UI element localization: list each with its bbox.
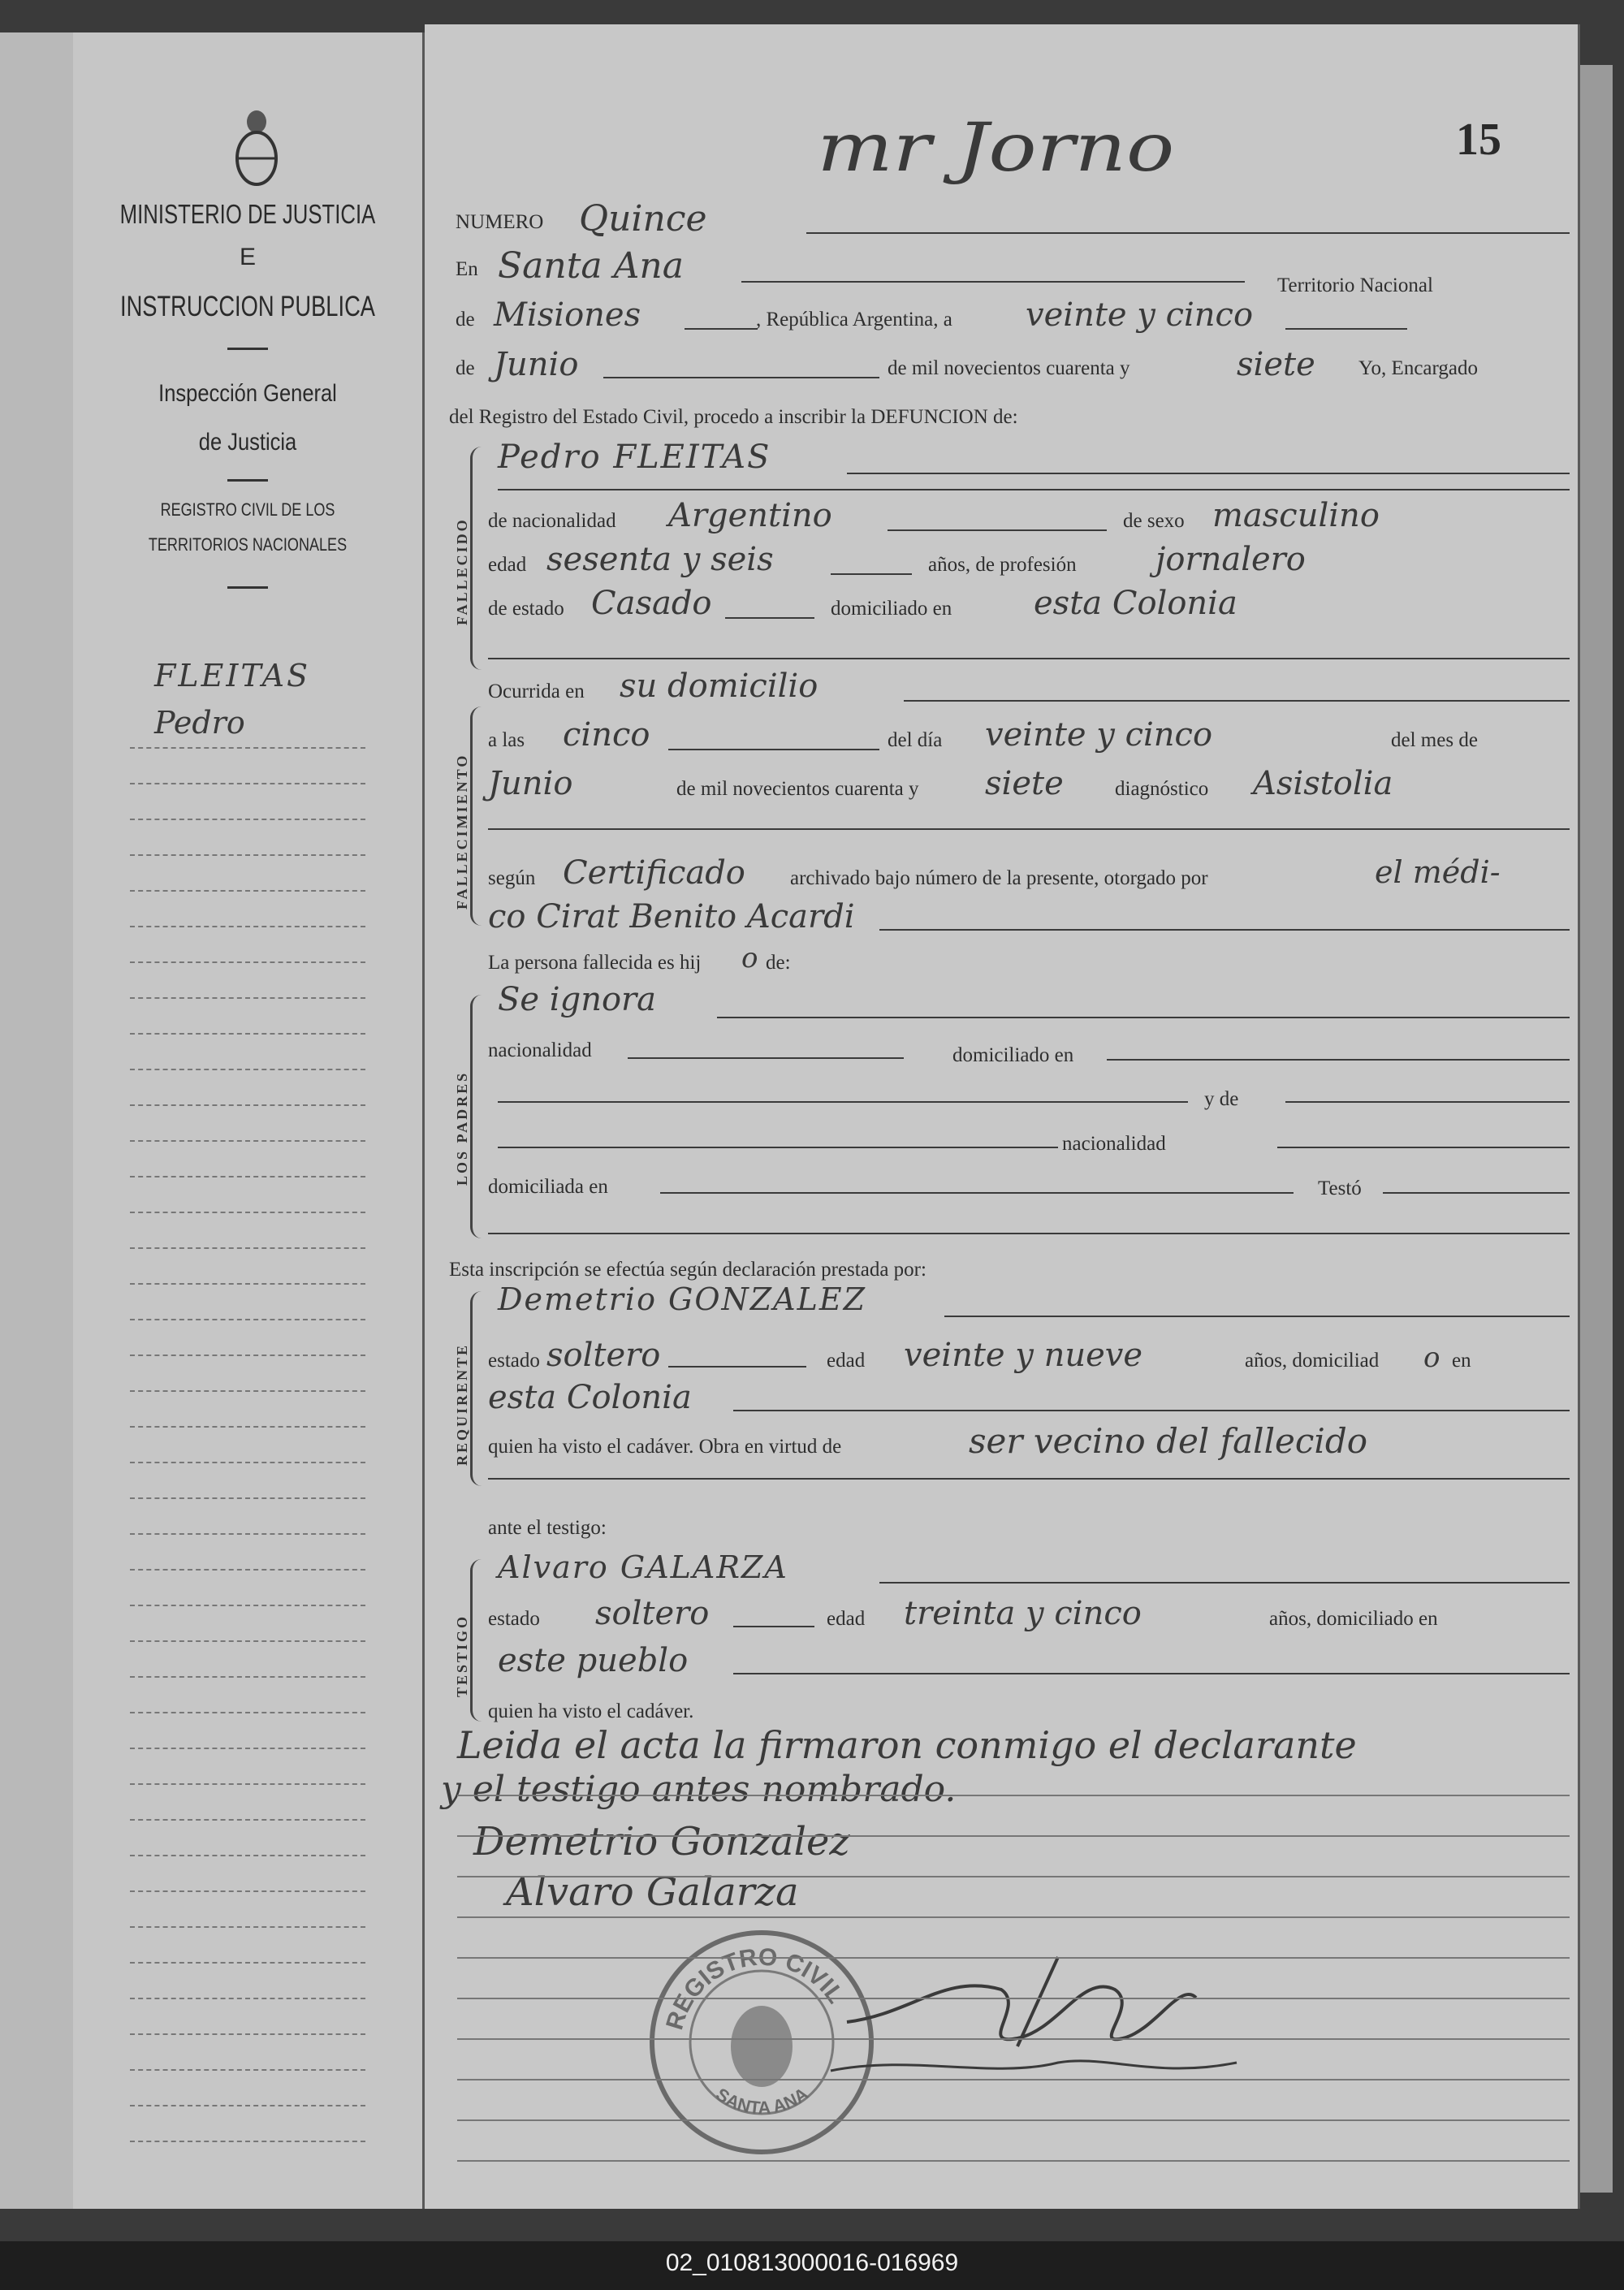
a-las-label: a las xyxy=(488,729,525,751)
form-ruled-line xyxy=(457,2119,1570,2121)
nacionalidad-label: nacionalidad xyxy=(488,1039,592,1061)
edad-label: edad xyxy=(827,1608,866,1630)
top-scrawl: mr Jorno xyxy=(817,110,1175,187)
numero-value: Quince xyxy=(579,198,707,240)
signature-declarant: Demetrio Gonzalez xyxy=(473,1819,850,1864)
domicilio-value: esta Colonia xyxy=(1034,585,1237,622)
registry-line-2: TERRITORIOS NACIONALES xyxy=(148,534,348,555)
form-ruled-line xyxy=(457,2160,1570,2162)
stub-ruled-line xyxy=(130,1497,365,1499)
image-id-caption: 02_010813000016-016969 xyxy=(665,2249,959,2276)
stub-ruled-line xyxy=(130,1462,365,1463)
margin-surname: FLEITAS xyxy=(154,658,311,693)
form-ruled-line xyxy=(457,2038,1570,2040)
domiciliada-label: domiciliada en xyxy=(488,1176,608,1198)
stub-ruled-line xyxy=(130,1605,365,1606)
numero-label: NUMERO xyxy=(456,211,544,233)
stub-ruled-line xyxy=(130,926,365,927)
estado-value: soltero xyxy=(546,1337,661,1374)
edad-value: veinte y nueve xyxy=(904,1337,1143,1374)
stub-ruled-line xyxy=(130,890,365,892)
stub-ruled-line xyxy=(130,1355,365,1356)
virtud-value: ser vecino del fallecido xyxy=(969,1421,1368,1461)
visto-label: quien ha visto el cadáver. Obra en virtud de xyxy=(488,1436,842,1458)
domicilio-value: esta Colonia xyxy=(488,1379,692,1416)
stub-ruled-line xyxy=(130,1533,365,1535)
closing-line-2: y el testigo antes nombrado. xyxy=(441,1769,957,1810)
requirente-section-label: REQUIRENTE xyxy=(454,1342,470,1466)
deceased-name: Pedro FLEITAS xyxy=(498,439,771,476)
en-label: En xyxy=(456,258,478,280)
form-ruled-line xyxy=(457,1795,1570,1796)
testo-label: Testó xyxy=(1318,1177,1362,1199)
requirente-name: Demetrio GONZALEZ xyxy=(498,1281,867,1317)
stub-ruled-line xyxy=(130,1426,365,1428)
territorio-label: Territorio Nacional xyxy=(1277,274,1433,296)
edad-label: edad xyxy=(488,554,527,576)
rule xyxy=(831,573,912,575)
stub-ruled-line xyxy=(130,1640,365,1642)
stub-ruled-line xyxy=(130,1926,365,1928)
stub-ruled-line xyxy=(130,1247,365,1249)
profesion-value: jornalero xyxy=(1155,541,1306,578)
rule xyxy=(488,1478,1570,1480)
rule xyxy=(498,489,1570,490)
domiciliado-label: domiciliado en xyxy=(831,598,952,620)
form-ruled-line xyxy=(457,1957,1570,1959)
section-brace xyxy=(470,1559,484,1722)
year-value: siete xyxy=(1237,346,1315,383)
stub-ruled-line xyxy=(130,1104,365,1106)
registro-label: del Registro del Estado Civil, procedo a inscribir la DEFUNCION de: xyxy=(449,406,1018,428)
section-brace xyxy=(470,1291,484,1486)
stub-ruled-line xyxy=(130,783,365,784)
rule xyxy=(488,828,1570,830)
stub-ruled-line xyxy=(130,1783,365,1785)
stub-ruled-line xyxy=(130,1569,365,1571)
rule xyxy=(1285,1101,1570,1103)
segun-label: según xyxy=(488,867,536,889)
stub-ruled-line xyxy=(130,1712,365,1713)
rule xyxy=(488,658,1570,659)
page-number: 15 xyxy=(1456,114,1501,165)
form-ruled-line xyxy=(457,1835,1570,1837)
testigo-section-label: TESTIGO xyxy=(454,1614,470,1697)
stub-ruled-line xyxy=(130,1033,365,1035)
ministry-line-3: INSTRUCCION PUBLICA xyxy=(120,291,375,322)
stub-ruled-line xyxy=(130,997,365,999)
stub-ruled-line xyxy=(130,2033,365,2035)
edad-label: edad xyxy=(827,1350,866,1372)
rule xyxy=(1277,1147,1570,1148)
rule xyxy=(498,1147,1058,1148)
rule xyxy=(725,617,814,619)
stub-ruled-line xyxy=(130,1390,365,1392)
otorgado-value-line-1: el médi- xyxy=(1375,854,1501,890)
otorgado-value-line-2: co Cirat Benito Acardi xyxy=(488,898,855,935)
stub-ruled-line xyxy=(130,1319,365,1320)
anos-profesion-label: años, de profesión xyxy=(928,554,1077,576)
inspection-line-1: Inspección General xyxy=(158,380,337,407)
month-prefix: de xyxy=(456,357,475,379)
rule xyxy=(806,232,1570,234)
nacionalidad-value: Argentino xyxy=(668,497,832,534)
edad-value: sesenta y seis xyxy=(546,541,774,578)
stub-ruled-line xyxy=(130,1890,365,1892)
stub-ruled-line xyxy=(130,747,365,749)
stamp-top-text: REGISTRO CIVIL xyxy=(661,1943,849,2033)
testigo-name: Alvaro GALARZA xyxy=(498,1549,788,1585)
republica-label: , República Argentina, a xyxy=(756,309,952,331)
domicilio-value: este pueblo xyxy=(498,1642,689,1679)
rule xyxy=(733,1626,814,1627)
rule xyxy=(668,1366,806,1368)
stub-ruled-line xyxy=(130,1819,365,1821)
fallecido-section-label: FALLECIDO xyxy=(454,517,470,625)
ministry-line-2: E xyxy=(239,244,256,270)
stub-ruled-line xyxy=(130,1283,365,1285)
rule xyxy=(498,1101,1188,1103)
rule xyxy=(733,1410,1570,1411)
estado-value: soltero xyxy=(595,1595,710,1632)
sexo-label: de sexo xyxy=(1123,510,1185,532)
rule xyxy=(888,529,1107,531)
rule xyxy=(879,1582,1570,1584)
form-ruled-line xyxy=(457,1998,1570,1999)
stub-ruled-line xyxy=(130,1748,365,1749)
y-de-label: y de xyxy=(1204,1088,1239,1110)
stub-ruled-line xyxy=(130,1676,365,1678)
rule xyxy=(717,1017,1570,1018)
month-value: Junio xyxy=(494,346,579,383)
form-ruled-line xyxy=(457,1916,1570,1918)
mes-label: del mes de xyxy=(1391,729,1478,751)
margin-given-name: Pedro xyxy=(154,705,245,741)
stub-ruled-line xyxy=(130,2141,365,2142)
rule xyxy=(1107,1059,1570,1061)
section-brace xyxy=(470,995,484,1238)
stub-ruled-line xyxy=(130,1962,365,1964)
nacionalidad-label: de nacionalidad xyxy=(488,510,616,532)
stub-column xyxy=(73,32,425,2209)
ministry-line-1: MINISTERIO DE JUSTICIA xyxy=(119,199,376,229)
rule xyxy=(944,1316,1570,1317)
hijo-label: La persona fallecida es hij xyxy=(488,952,702,974)
rule xyxy=(733,1673,1570,1674)
dia-value: veinte y cinco xyxy=(985,716,1213,754)
yo-label: Yo, Encargado xyxy=(1358,357,1478,379)
rule xyxy=(603,377,879,378)
domiciliad-suffix: o xyxy=(1423,1342,1440,1374)
stub-ruled-line xyxy=(130,1069,365,1070)
padre-value: Se ignora xyxy=(498,981,656,1018)
form-ruled-line xyxy=(457,1876,1570,1877)
section-brace xyxy=(470,706,484,926)
coat-of-arms-icon xyxy=(234,97,279,187)
section-brace xyxy=(470,447,484,670)
rule xyxy=(847,473,1570,474)
rule xyxy=(488,1233,1570,1234)
stub-ruled-line xyxy=(130,1855,365,1856)
en-label: en xyxy=(1452,1350,1471,1372)
stub-ruled-line xyxy=(130,1140,365,1142)
archivado-label: archivado bajo número de la presente, otorgado por xyxy=(790,867,1208,889)
padres-section-label: LOS PADRES xyxy=(454,1070,470,1186)
anos-label: años, domiciliado en xyxy=(1269,1608,1438,1630)
stub-ruled-line xyxy=(130,854,365,856)
anos-domiciliad-label: años, domiciliad xyxy=(1245,1350,1380,1372)
provincia-value: Misiones xyxy=(494,296,641,334)
segun-value: Certificado xyxy=(563,854,745,892)
hijo-suffix: o xyxy=(741,942,758,974)
day-value: veinte y cinco xyxy=(1026,296,1254,334)
stub-ruled-line xyxy=(130,2069,365,2071)
left-page-edge xyxy=(0,32,76,2209)
rule xyxy=(1383,1192,1570,1194)
estado-value: Casado xyxy=(591,585,712,622)
nacionalidad2-label: nacionalidad xyxy=(1062,1133,1166,1155)
de-label: de xyxy=(456,309,475,331)
ante-testigo-label: ante el testigo: xyxy=(488,1517,607,1539)
page-edge xyxy=(1580,65,1613,2193)
stub-ruled-line xyxy=(130,819,365,820)
fallecimiento-section-label: FALLECIMIENTO xyxy=(454,753,470,910)
diagnostico-value: Asistolia xyxy=(1253,765,1393,802)
rule xyxy=(904,700,1570,702)
death-certificate-form xyxy=(425,24,1580,2209)
stub-ruled-line xyxy=(130,1212,365,1213)
year-label: de mil novecientos cuarenta y xyxy=(888,357,1130,379)
signature-witness: Alvaro Galarza xyxy=(506,1869,799,1915)
visto-label: quien ha visto el cadáver. xyxy=(488,1700,694,1722)
stub-ruled-line xyxy=(130,961,365,963)
rule xyxy=(741,281,1245,283)
rule xyxy=(1285,328,1407,330)
en-value: Santa Ana xyxy=(498,245,684,287)
estado-label: de estado xyxy=(488,598,564,620)
rule xyxy=(668,749,879,750)
ocurrida-label: Ocurrida en xyxy=(488,681,585,702)
rule xyxy=(660,1192,1294,1194)
stub-ruled-line xyxy=(130,1176,365,1177)
inscripcion-label: Esta inscripción se efectúa según declaración prestada por: xyxy=(449,1259,926,1281)
year-label: de mil novecientos cuarenta y xyxy=(676,778,919,800)
dia-label: del día xyxy=(888,729,943,751)
sexo-value: masculino xyxy=(1212,497,1380,534)
form-ruled-line xyxy=(457,2079,1570,2080)
estado-label: estado xyxy=(488,1608,540,1630)
rule xyxy=(879,929,1570,931)
domiciliado-label: domiciliado en xyxy=(952,1044,1074,1066)
stub-divider xyxy=(227,479,268,482)
stamp-bottom-text: SANTA ANA xyxy=(712,2083,812,2119)
hijo-de-label: de: xyxy=(766,952,791,974)
hora-value: cinco xyxy=(563,716,650,754)
registry-line-1: REGISTRO CIVIL DE LOS xyxy=(160,499,335,520)
stub-ruled-line xyxy=(130,2105,365,2106)
rule xyxy=(685,328,758,330)
closing-line-1: Leida el acta la firmaron conmigo el declarante xyxy=(457,1723,1357,1767)
inspection-line-2: de Justicia xyxy=(198,429,297,456)
mes-value: Junio xyxy=(488,765,573,802)
stub-ruled-line xyxy=(130,1998,365,1999)
estado-label: estado xyxy=(488,1350,540,1372)
stub-divider xyxy=(227,586,268,589)
ocurrida-value: su domicilio xyxy=(620,668,818,705)
year-value: siete xyxy=(985,765,1064,802)
rule xyxy=(628,1057,904,1059)
diagnostico-label: diagnóstico xyxy=(1115,778,1209,800)
edad-value: treinta y cinco xyxy=(904,1595,1142,1632)
stub-divider xyxy=(227,348,268,350)
